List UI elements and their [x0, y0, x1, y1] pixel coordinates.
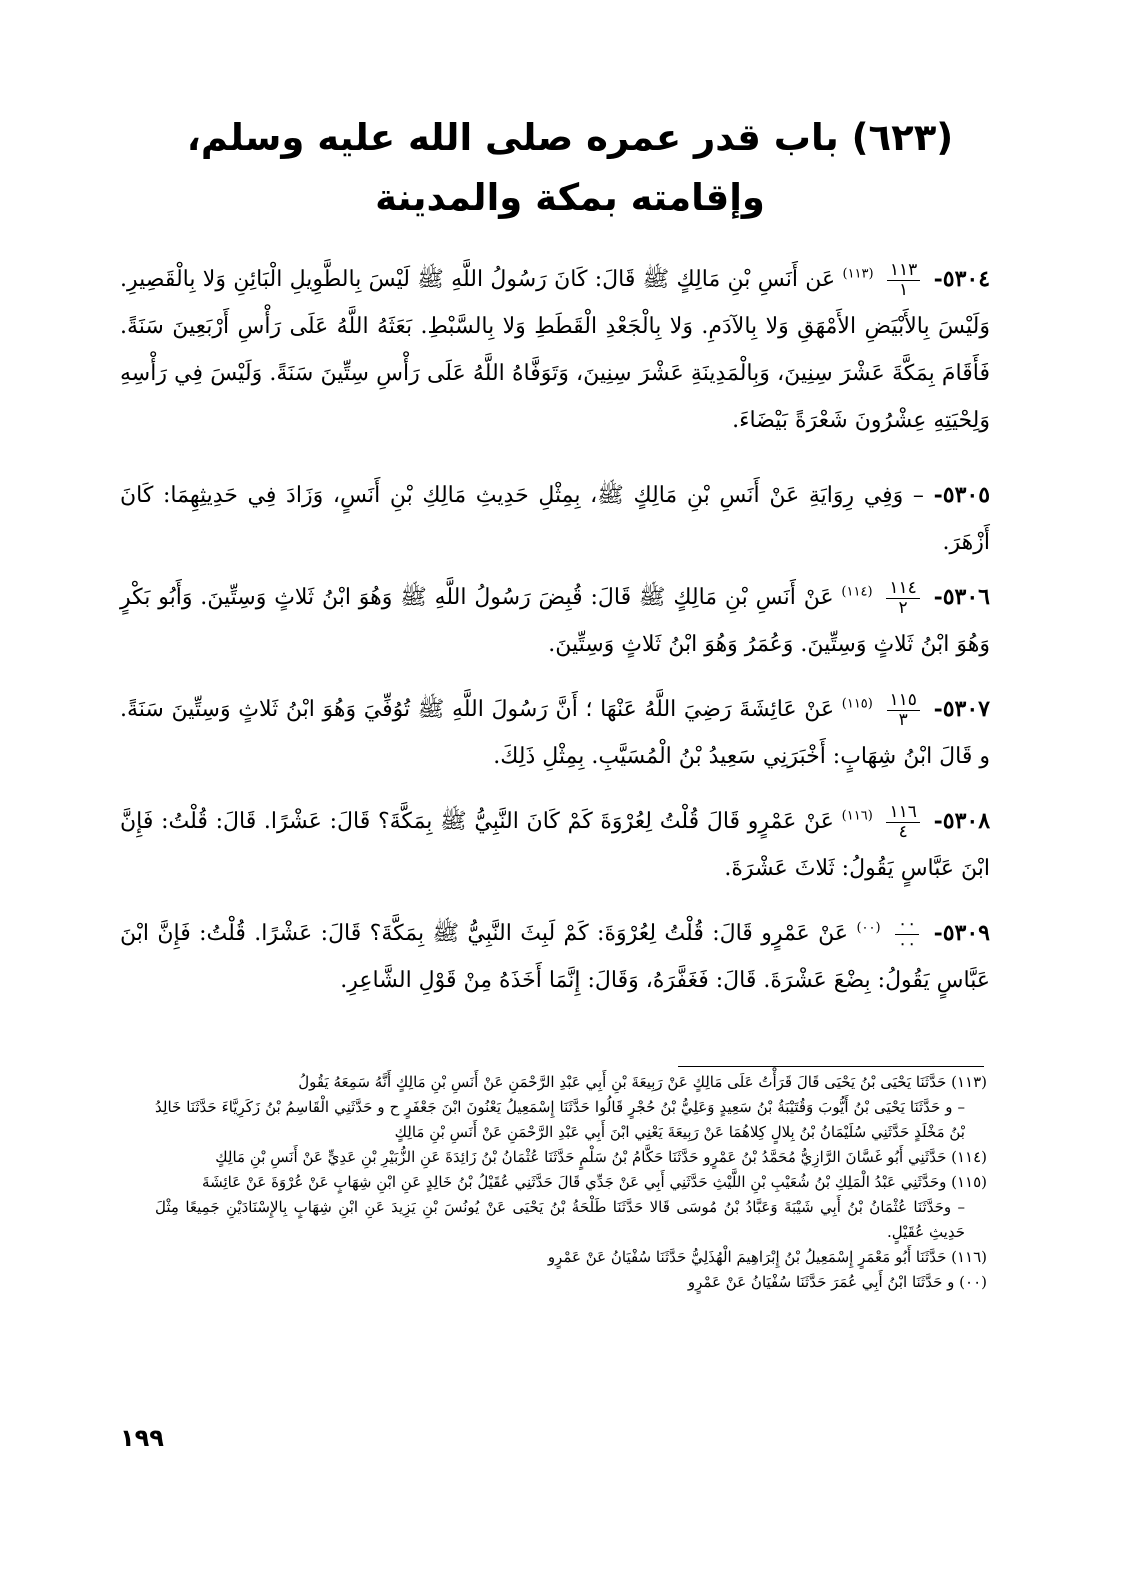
- hadith-5309: [120, 910, 990, 1004]
- footnote-00: (٠٠) و حَدَّثَنَا ابْنُ أَبِي عُمَرَ حَدَّثَنَا سُفْيَانُ عَنْ عَمْرٍو: [687, 1273, 987, 1291]
- hadith-text: عَن أَنَسِ بْنِ مَالِكٍ ﷺ قَالَ: كَانَ رَسُولُ اللَّهِ ﷺ لَيْسَ بِالطَّوِيلِ الْبَائِنِ وَلا بِالْقَصِيرِ. وَلَيْسَ بِالأَبْيَضِ الأَمْهَقِ وَلا بِالآدَمِ. وَلا بِالْجَعْدِ الْقَطَطِ وَلا بِالسَّبْطِ. بَعَثَهُ اللَّهُ عَلَى رَأْسِ أَرْبَعِينَ سَنَةً. فَأَقَامَ بِمَكَّةَ عَشْرَ سِنِينَ، وَبِالْمَدِينَةِ عَشْرَ سِنِينَ، وَتَوَفَّاهُ اللَّهُ عَلَى رَأْسِ سِتِّينَ سَنَةً. وَلَيْسَ فِي رَأْسِهِ وَلِحْيَتِهِ عِشْرُونَ شَعْرَةً بَيْضَاءَ.: [120, 267, 990, 433]
- hadith-5304: [120, 256, 990, 444]
- hadith-5307: [120, 686, 990, 780]
- hadith-index-fraction: $\frac{١١٥}{٣}$: [887, 692, 920, 729]
- hadith-number: ٥٣٠٨-: [933, 808, 991, 834]
- chapter-title-line-1: (٦٢٣) باب قدر عمره صلى الله عليه وسلم،: [186, 116, 954, 159]
- hadith-5306: [120, 574, 990, 668]
- footnote-115-continuation: – وحَدَّثَنَا عُثْمَانُ بْنُ أَبِي شَيْبَةَ وَعَبَّادُ بْنُ مُوسَى قَالا حَدَّثَنَا طَلْحَةُ بْنُ يَحْيَى عَنْ يُونُسَ بْنِ يَزِيدَ عَنِ ابْنِ شِهَابٍ بِالإِسْنَادَيْنِ جَمِيعًا مِثْلَ حَدِيثِ عُقَيْلٍ.: [155, 1198, 965, 1241]
- hadith-text: عَنْ عَائِشَةَ رَضِيَ اللَّهُ عَنْهَا ؛ أَنَّ رَسُولَ اللَّهِ ﷺ تُوُفِّيَ وَهُوَ ابْنُ ثَلاثٍ وَسِتِّينَ سَنَةً. و قَالَ ابْنُ شِهَابٍ: أَخْبَرَنِي سَعِيدُ بْنُ الْمُسَيَّبِ. بِمِثْلِ ذَلِكَ.: [120, 697, 990, 769]
- footnotes: [155, 1070, 987, 1295]
- footnote-reference: (١١٤): [841, 584, 873, 600]
- chapter-title-line-2: وإقامته بمكة والمدينة: [375, 176, 765, 219]
- hadith-number: ٥٣٠٩-: [933, 920, 990, 946]
- hadith-number: ٥٣٠٤-: [933, 266, 991, 292]
- footnote-divider: [678, 1066, 984, 1067]
- hadith-number: ٥٣٠٧-: [933, 696, 990, 722]
- hadith-index-fraction: $\frac{١١٣}{١}$: [887, 262, 920, 299]
- footnote-116: (١١٦) حَدَّثَنَا أَبُو مَعْمَرٍ إِسْمَعِيلُ بْنُ إِبْرَاهِيمَ الْهُذَلِيُّ حَدَّثَنَا سُفْيَانُ عَنْ عَمْرٍو: [547, 1248, 987, 1266]
- footnote-reference: (١١٥): [841, 696, 873, 712]
- hadith-text: عَنْ عَمْرٍو قَالَ: قُلْتُ لِعُرْوَةَ: كَمْ لَبِثَ النَّبِيُّ ﷺ بِمَكَّةَ؟ قَالَ: عَشْرًا. قُلْتُ: فَإِنَّ ابْنَ عَبَّاسٍ يَقُولُ: بِضْعَ عَشْرَةَ. قَالَ: فَغَفَّرَهُ، وَقَالَ: إِنَّمَا أَخَذَهُ مِنْ قَوْلِ الشَّاعِرِ.: [120, 921, 990, 993]
- hadith-text: – وَفِي رِوَايَةِ عَنْ أَنَسِ بْنِ مَالِكٍ ﷺ، بِمِثْلِ حَدِيثِ مَالِكِ بْنِ أَنَسٍ، وَزَادَ فِي حَدِيثِهِمَا: كَانَ أَزْهَرَ.: [120, 483, 990, 555]
- hadith-number: ٥٣٠٦-: [933, 584, 990, 610]
- hadith-index-fraction: $\frac{١١٤}{٢}$: [886, 580, 919, 617]
- footnote-114: (١١٤) حَدَّثَنِي أَبُو غَسَّانَ الرَّازِيُّ مُحَمَّدُ بْنُ عَمْرٍو حَدَّثَنَا حَكَّامُ بْنُ سَلْمٍ حَدَّثَنَا عُثْمَانُ بْنُ زَائِدَةَ عَنِ الزُّبَيْرِ بْنِ عَدِيٍّ عَنْ أَنَسِ بْنِ مَالِكٍ: [215, 1148, 987, 1166]
- footnote-115: (١١٥) وحَدَّثَنِي عَبْدُ الْمَلِكِ بْنُ شُعَيْبِ بْنِ اللَّيْثِ حَدَّثَنِي أَبِي عَنْ جَدِّي قَالَ حَدَّثَنِي عُقَيْلُ بْنُ خَالِدٍ عَنِ ابْنِ شِهَابٍ عَنْ عُرْوَةَ عَنْ عَائِشَةَ: [202, 1173, 987, 1191]
- hadith-number: ٥٣٠٥-: [933, 482, 991, 508]
- page-number: ١٩٩: [120, 1424, 164, 1452]
- footnote-reference: (١١٦): [841, 808, 873, 824]
- hadith-text: عَنْ عَمْرٍو قَالَ قُلْتُ لِعُرْوَةَ كَمْ كَانَ النَّبِيُّ ﷺ بِمَكَّةَ؟ قَالَ: عَشْرًا. قَالَ: قُلْتُ: فَإِنَّ ابْنَ عَبَّاسٍ يَقُولُ: ثَلاثَ عَشْرَةَ.: [120, 809, 990, 881]
- hadith-5308: [120, 798, 990, 892]
- hadith-5305: [120, 472, 990, 566]
- hadith-text: عَنْ أَنَسِ بْنِ مَالِكٍ ﷺ قَالَ: قُبِضَ رَسُولُ اللَّهِ ﷺ وَهُوَ ابْنُ ثَلاثٍ وَسِتِّينَ. وَأَبُو بَكْرٍ وَهُوَ ابْنُ ثَلاثٍ وَسِتِّينَ. وَعُمَرُ وَهُوَ ابْنُ ثَلاثٍ وَسِتِّينَ.: [120, 585, 990, 657]
- footnote-113: (١١٣) حَدَّثَنَا يَحْيَى بْنُ يَحْيَى قَالَ قَرَأْتُ عَلَى مَالِكٍ عَنْ رَبِيعَةَ بْنِ أَبِي عَبْدِ الرَّحْمَنِ عَنْ أَنَسِ بْنِ مَالِكٍ أَنَّهُ سَمِعَهُ يَقُولُ: [298, 1073, 987, 1091]
- hadith-index-fraction: $\frac{٠٠}{٠٠}$: [895, 916, 919, 953]
- chapter-heading: [110, 108, 1030, 228]
- hadith-index-fraction: $\frac{١١٦}{٤}$: [886, 804, 919, 841]
- footnote-113-continuation: – و حَدَّثَنَا يَحْيَى بْنُ أَيُّوبَ وَقُتَيْبَةُ بْنُ سَعِيدٍ وَعَلِيُّ بْنُ حُجْرٍ قَالُوا حَدَّثَنَا إِسْمَعِيلُ يَعْنُونَ ابْنَ جَعْفَرٍ ح و حَدَّثَنِي الْقَاسِمُ بْنُ زَكَرِيَّاءَ حَدَّثَنَا خَالِدُ بْنُ مَخْلَدٍ حَدَّثَنِي سُلَيْمَانُ بْنُ بِلالٍ كِلاهُمَا عَنْ رَبِيعَةَ يَعْنِي ابْنَ أَبِي عَبْدِ الرَّحْمَنِ عَنْ أَنَسِ بْنِ مَالِكٍ: [155, 1098, 965, 1141]
- footnote-reference: (١١٣): [842, 266, 874, 282]
- footnote-reference: (٠٠): [856, 920, 881, 936]
